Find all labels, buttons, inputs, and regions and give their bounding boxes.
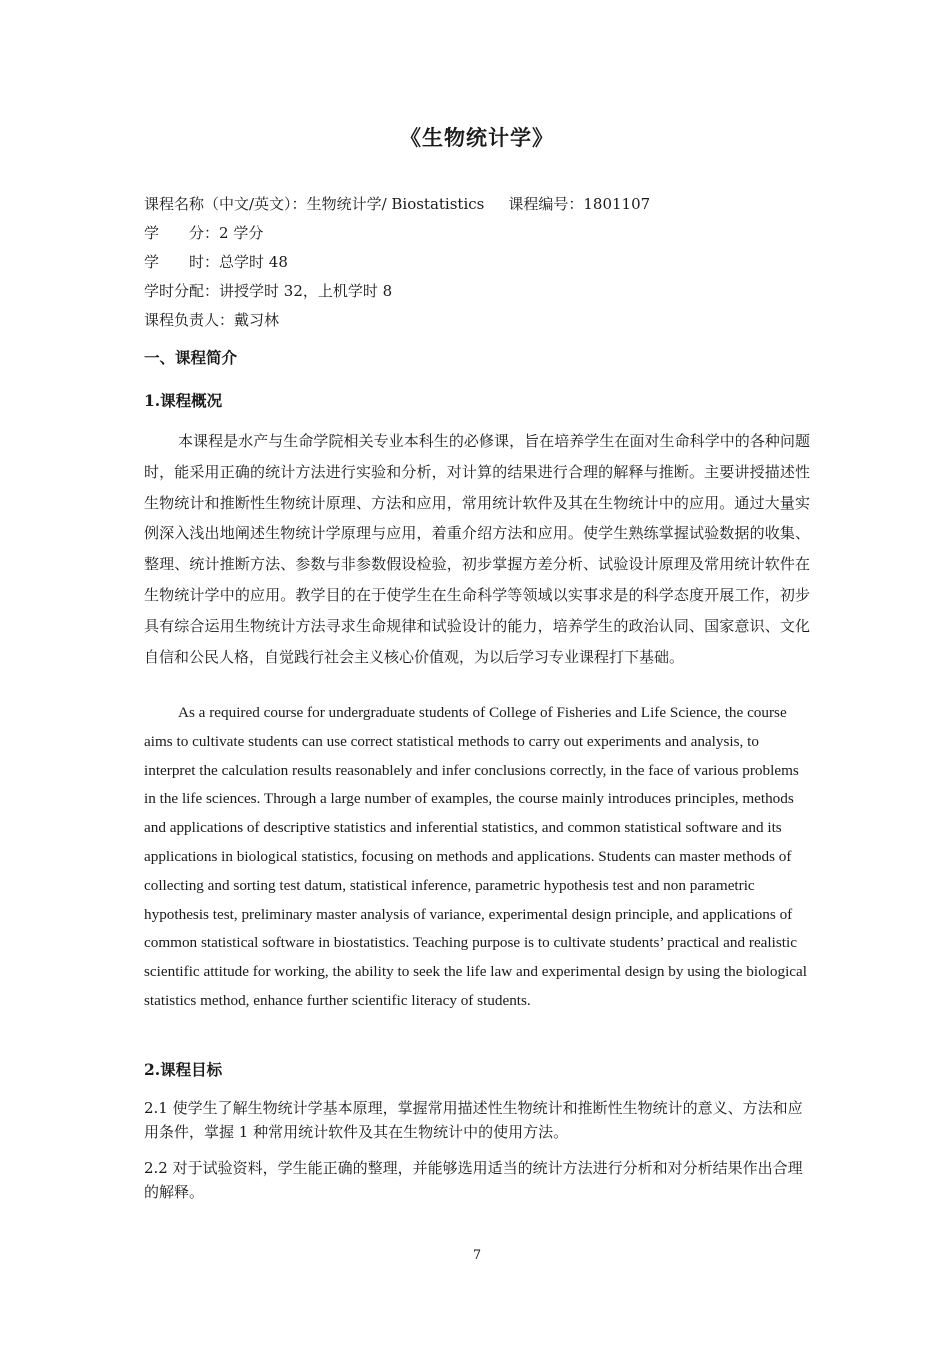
document-page	[144, 0, 810, 1347]
course-meta	[144, 190, 810, 335]
distribution-label: 学时分配：	[144, 282, 220, 300]
objective-item-1: 2.1 使学生了解生物统计学基本原理，掌握常用描述性生物统计和推断性生物统计的意义、方法和应用条件，掌握 1 种常用统计软件及其在生物统计中的使用方法。	[144, 1099, 803, 1141]
hours-value: 总学时 48	[219, 253, 288, 271]
overview-paragraph-cn: 本课程是水产与生命学院相关专业本科生的必修课，旨在培养学生在面对生命科学中的各种问题时，能采用正确的统计方法进行实验和分析，对计算的结果进行合理的解释与推断。主要讲授描述性生物统计和推断性生物统计原理、方法和应用，常用统计软件及其在生物统计中的应用。通过大量实例深入浅出地阐述生物统计学原理与应用，着重介绍方法和应用。使学生熟练掌握试验数据的收集、整理、统计推断方法、参数与非参数假设检验，初步掌握方差分析、试验设计原理及常用统计软件在生物统计学中的应用。教学目的在于使学生在生命科学等领域以实事求是的科学态度开展工作，初步具有综合运用生物统计方法寻求生命规律和试验设计的能力，培养学生的政治认同、国家意识、文化自信和公民人格，自觉践行社会主义核心价值观，为以后学习专业课程打下基础。	[144, 432, 810, 666]
course-name-label: 课程名称（中文/英文）：	[144, 195, 307, 213]
page-number: 7	[472, 1248, 482, 1263]
distribution-line	[144, 277, 810, 306]
instructor-label: 课程负责人：	[144, 311, 235, 329]
course-code-label: 课程编号：	[508, 195, 584, 213]
course-name-value: 生物统计学/ Biostatistics	[306, 195, 485, 213]
instructor-line	[144, 306, 810, 335]
credits-line	[144, 219, 810, 248]
distribution-value: 讲授学时 32，上机学时 8	[219, 282, 393, 300]
document-title: 《生物统计学》	[400, 125, 554, 150]
section-heading-intro: 一、课程简介	[144, 348, 238, 367]
objective-item-2: 2.2 对于试验资料，学生能正确的整理，并能够选用适当的统计方法进行分析和对分析结果作出合理的解释。	[144, 1159, 803, 1201]
course-code-value: 1801107	[583, 195, 651, 213]
course-name-line	[144, 190, 810, 219]
hours-line	[144, 248, 810, 277]
credits-label: 学 分：	[144, 224, 220, 242]
subsection-heading-overview: 1.课程概况	[144, 391, 223, 410]
instructor-value: 戴习林	[234, 311, 280, 329]
overview-paragraph-en: As a required course for undergraduate students of College of Fisheries and Life Science, the course aims to cultivate students can use correct statistical methods to carry out experiments and analysis, to interpret the calculation results reasonablely and infer conclusions correctly, in the face of various problems in the life sciences. Through a large number of examples, the course mainly introduces principles, methods and applications of descriptive statistics and inferential statistics, and common statistical software and its applications in biological statistics, focusing on methods and applications. Students can master methods of collecting and sorting test datum, statistical inference, parametric hypothesis test and non parametric hypothesis test, preliminary master analysis of variance, experimental design principle, and applications of common statistical software in biostatistics. Teaching purpose is to cultivate students’ practical and realistic scientific attitude for working, the ability to seek the life law and experimental design by using the biological statistics method, enhance further scientific literacy of students.	[144, 704, 808, 1009]
hours-label: 学 时：	[144, 253, 220, 271]
credits-value: 2 学分	[219, 224, 264, 242]
subsection-heading-objectives: 2.课程目标	[144, 1060, 223, 1079]
